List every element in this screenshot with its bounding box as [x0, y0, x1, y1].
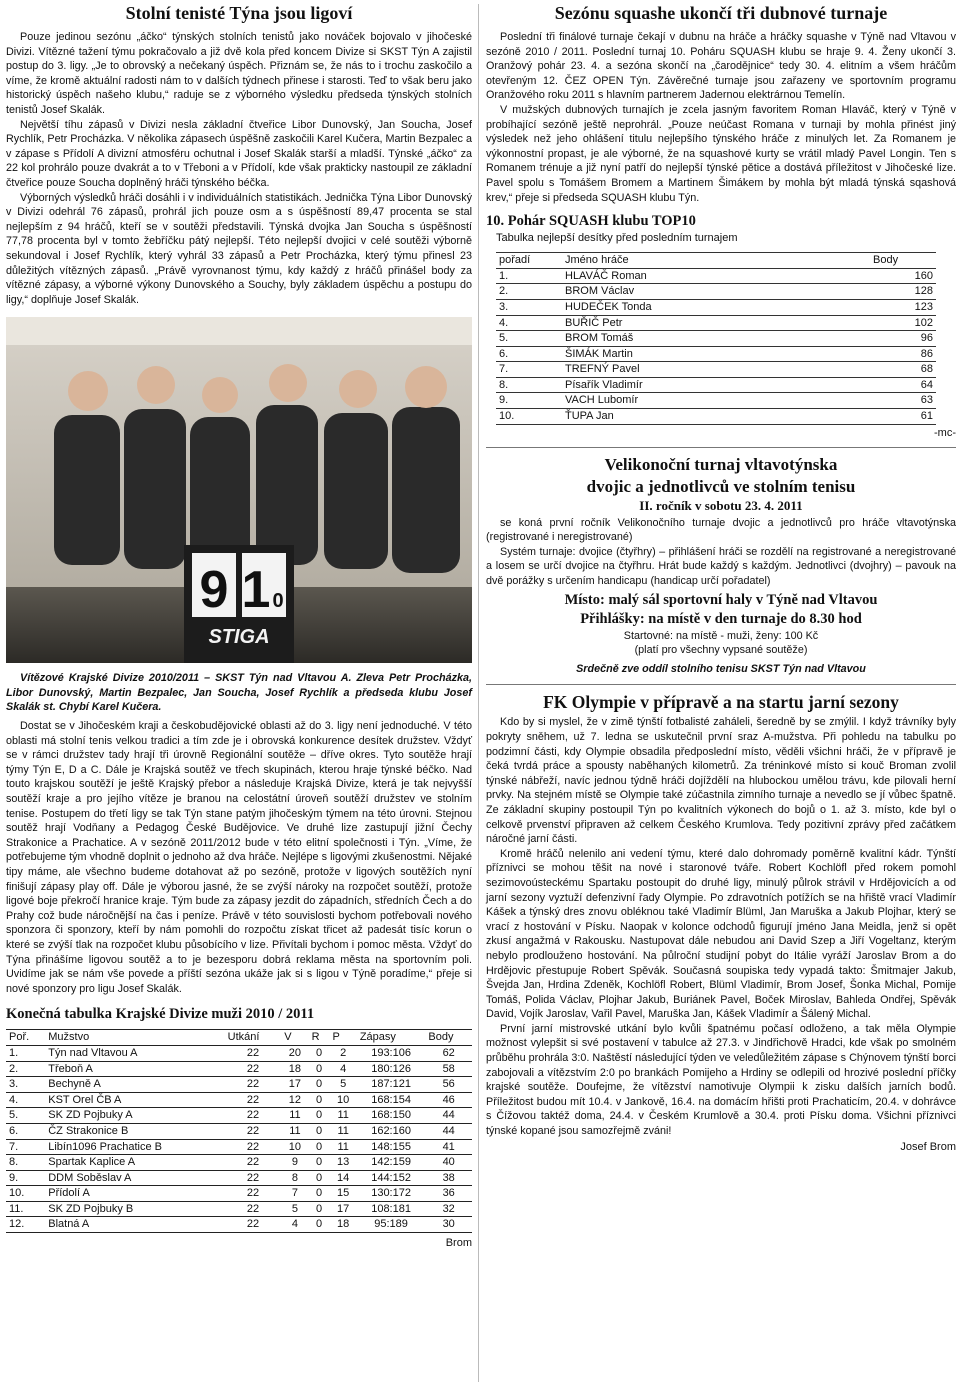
col-points: Body — [425, 1030, 472, 1046]
table-row — [6, 1077, 472, 1093]
table-cell: 0 — [309, 1139, 330, 1155]
table-cell: 4 — [329, 1061, 356, 1077]
table-cell: 7. — [6, 1139, 45, 1155]
easter-paragraph: Systém turnaje: dvojice (čtyřhry) – přihlášení hráči se rozdělí na registrované a neregistrované a losem se určí dvojice na čtyřhru. Hrát bude každý s každým. Jednotlivci (dvojhry) – pavouk na dvě porážky s určením handicapu (handicap určí pořadatel) — [486, 545, 956, 588]
table-cell: 22 — [225, 1077, 282, 1093]
table-cell: 3. — [6, 1077, 45, 1093]
table-cell: DDM Soběslav A — [45, 1170, 224, 1186]
table-cell: 44 — [425, 1108, 472, 1124]
table-cell: ŠIMÁK Martin — [562, 346, 870, 362]
article-paragraph: Největší tíhu zápasů v Divizi nesla základní čtveřice Libor Dunovský, Jan Soucha, Josef Rychlík, Petr Procházka. V několika zápasech úspěšně zaskočili Karel Kučera, Martin Bezpalec a v zápase s Přídolí A divizní atmosféru ochutnal i Josef Skalák starší a mladší. Týnské „áčko“ za 22 kol prohrálo pouze dvakrát a to v Třeboni a v Přídolí, kde však prakticky nastoupil ze základní čtveřice pouze Soucha doplněný hráči týnského béčka. — [6, 118, 472, 189]
table-cell: 8. — [496, 377, 562, 393]
col-player: Jméno hráče — [562, 253, 870, 269]
article-title-football: FK Olympie v přípravě a na startu jarní sezony — [543, 692, 899, 713]
table-cell: 64 — [870, 377, 936, 393]
table-cell: 11. — [6, 1201, 45, 1217]
table-author: Brom — [445, 1237, 472, 1250]
table-cell: 9 — [281, 1155, 308, 1171]
table-cell: 1. — [6, 1045, 45, 1061]
squash-author: -mc- — [934, 426, 956, 439]
table-cell: 0 — [309, 1061, 330, 1077]
table-cell: 0 — [309, 1123, 330, 1139]
article-paragraph: V mužských dubnových turnajích je zcela jasným favoritem Roman Hlaváč, který v Týně v probíhající sezóně ještě neprohrál. „Pouze neúčast Romana v turnaji by mohla přinést jiný výsledek než jeho ohlášení titulu nejlepšího týnského hráče z minulých let. Za Romanem je výkonnostní propast, je ale výborné, že na squashové kurty se vrátil mladý Pavel Longin. Ten s Romanem trénuje a již nyní patří do nejlepší týnské pětice a dostává příležitost v Jihočeské lize. Pavel spolu s Tomášem Bromem a Martinem Šimákem by mohla být mladá týnská sqashová krev,“ přeje si předseda SQUASH klubu Týn. — [486, 103, 956, 204]
table-header-row — [496, 253, 936, 269]
table-cell: 96 — [870, 331, 936, 347]
table-cell: 10 — [281, 1139, 308, 1155]
table-cell: 15 — [329, 1186, 356, 1202]
squash-table — [496, 252, 936, 425]
squash-subheading: Tabulka nejlepší desítky před posledním turnajem — [496, 232, 738, 245]
easter-title-2: dvojic a jednotlivců ve stolním tenisu — [586, 476, 856, 496]
article-paragraph: Pouze jedinou sezónu „áčko“ týnských stolních tenistů jako nováček bojovalo v jihočeské Divizi. Vítězné tažení týmu pokračovalo a již dvě kola před koncem Divize si SKST Týn A zajistil postup do 3. ligy. „Je to obrovský a nečekaný úspěch. Přiznám se, že nás to i trochu zaskočilo a víme, že kromě aktuální radosti nám to v dalších týdnech přinese i starosti. Teď to však beru jako historický úspěch našeho klubu,“ raduje se z výborného výsledku předseda týnských stolních tenistů Josef Skalák. — [6, 31, 472, 116]
table-row — [6, 1092, 472, 1108]
table-cell: 130:172 — [357, 1186, 426, 1202]
table-row — [6, 1170, 472, 1186]
easter-registration: Přihlášky: na místě v den turnaje do 8.30 hod — [580, 610, 862, 627]
table-cell: 5 — [329, 1077, 356, 1093]
col-rank: pořadí — [496, 253, 562, 269]
table-cell: 10 — [329, 1092, 356, 1108]
table-cell: 5. — [496, 331, 562, 347]
table-row — [496, 393, 936, 409]
table-row — [496, 346, 936, 362]
table-cell: VACH Lubomír — [562, 393, 870, 409]
table-row — [6, 1045, 472, 1061]
table-cell: 10. — [496, 409, 562, 425]
table-cell: 44 — [425, 1123, 472, 1139]
table-cell: 168:150 — [357, 1108, 426, 1124]
table-cell: Bechyně A — [45, 1077, 224, 1093]
table-cell: TREFNÝ Pavel — [562, 362, 870, 378]
table-cell: 168:154 — [357, 1092, 426, 1108]
easter-title-3: II. ročník v sobotu 23. 4. 2011 — [639, 497, 803, 513]
table-cell: Třeboň A — [45, 1061, 224, 1077]
table-row — [6, 1155, 472, 1171]
table-cell: 22 — [225, 1139, 282, 1155]
table-cell: 123 — [870, 299, 936, 315]
easter-paragraph: se koná první ročník Velikonočního turnaje dvojic a jednotlivců pro hráče vltavotýnska (registrované i neregistrované) — [486, 516, 956, 544]
table-cell: 22 — [225, 1092, 282, 1108]
article-paragraph: Dostat se v Jihočeském kraji a českobudějovické oblasti až do 3. ligy není jednoduché. V této oblasti má stolní tenis velkou tradici a tím zde je i obrovská konkurence desítek družstev. Vždyť se v rámci družstev tady hrají tři úrovně Regionální soutěže – dříve okres. Tyto soutěže hrají týmy Týn E, D a C. Dále je Krajská soutěž ve třech skupinách, kterou hraje týnské béčko. Nad touto krajskou soutěží je ještě Krajský přebor a následuje Krajská Divize, která je tak nejvyšší soutěží kraje a pro jejího vítěze je branou na celostátní úroveň soutěží družstev ve stolním tenise. Postupem do třetí ligy se tak Týn stane patým jihočeským týmem na této úrovni. Stejnou soutěž hrají Vodňany a Pedagog České Budějovice. Ve druhé lize zastupují jižní Čechy Strakonice a Prachatice. A v sezóně 2011/2012 bude v této elitní společnosti i Týn. „Víme, že potřebujeme tým vhodně doplnit o jednoho až dva hráče. Nejlépe s ligovými zkušenostmi. Nějaké tipy máme, ale všechno budeme dotahovat až po sezóně, protože v ligových soutěžích nyní finišují zápasy play off. Dále je výborou jasné, že se zvýší nároky na rozpočet soutěží, protože ligové boje překročí hranice kraje. Tým bude za zápasy jezdit do západních, středních Čech a do Prahy což bude náročnější na čas i peníze. Právě v této souvislosti bychom potřebovali nového sponzora či sponzory, kteří by nám pomohli do rozpočtu získat třicet až padesát tisíc korun o které se zvýší tlak na rozpočet klubu působícího v lize. Přivítali bychom i pomoc města. Vždyť do Týna přinášíme ligovou soutěž a to je bezesporu dobrá reklama města na sportovním poli. Uvidíme jak se nám vše povede a příští sezóna ukáže jak si s ligou v Týně poradíme,“ přeje si nové sponzory pro ligu Josef Skalák. — [6, 720, 472, 995]
table-cell: ŤUPA Jan — [562, 409, 870, 425]
table-cell: 32 — [425, 1201, 472, 1217]
table-cell: 61 — [870, 409, 936, 425]
article-paragraph: Poslední tři finálové turnaje čekají v dubnu na hráče a hráčky squashe v Týně nad Vltavou v sezóně 2010 / 2011. Poslední turnaj 10. Poháru SQUASH klubu se hraje 9. 4. Ženy ukončí 3. Oranžový pohár 23. 4. a sezóna skončí na „čarodějnice“ tedy 30. 4. elitním a všem hráčům otevřeným 12. ČEZ OPEN Týn. Závěrečné turnaje jsou zařazeny ve sportovním programu Oranžového roku 2011 s hlavním partnerem Jadernou elektrárnou Temelín. — [486, 31, 956, 102]
table-cell: 0 — [309, 1045, 330, 1061]
col-won: V — [281, 1030, 308, 1046]
scoreboard-digit-right: 1 — [241, 561, 271, 620]
table-cell: 3. — [496, 299, 562, 315]
table-cell: 11 — [281, 1123, 308, 1139]
table-cell: 108:181 — [357, 1201, 426, 1217]
table-cell: 144:152 — [357, 1170, 426, 1186]
table-cell: Spartak Kaplice A — [45, 1155, 224, 1171]
table-cell: 2 — [329, 1045, 356, 1061]
column-divider — [478, 4, 479, 1382]
article-title-squash: Sezónu squashe ukončí tři dubnové turnaje — [554, 3, 888, 23]
scoreboard-digit-small: 0 — [272, 590, 284, 613]
table-cell: 0 — [309, 1170, 330, 1186]
table-row — [496, 377, 936, 393]
table-cell: 9. — [496, 393, 562, 409]
table-cell: 68 — [870, 362, 936, 378]
table-cell: 9. — [6, 1170, 45, 1186]
table-cell: 6. — [6, 1123, 45, 1139]
table-row — [496, 284, 936, 300]
table-cell: 4. — [496, 315, 562, 331]
table-cell: 0 — [309, 1155, 330, 1171]
table-cell: 12. — [6, 1217, 45, 1233]
table-cell: 38 — [425, 1170, 472, 1186]
table-cell: Přídolí A — [45, 1186, 224, 1202]
table-cell: 0 — [309, 1217, 330, 1233]
squash-heading: 10. Pohár SQUASH klubu TOP10 — [486, 213, 696, 230]
table-row — [6, 1186, 472, 1202]
table-cell: 2. — [496, 284, 562, 300]
table-row — [496, 268, 936, 284]
table-cell: 8 — [281, 1170, 308, 1186]
table-cell: 22 — [225, 1201, 282, 1217]
table-cell: 0 — [309, 1108, 330, 1124]
col-points: Body — [870, 253, 936, 269]
table-cell: 180:126 — [357, 1061, 426, 1077]
table-cell: 4. — [6, 1092, 45, 1108]
table-cell: Týn nad Vltavou A — [45, 1045, 224, 1061]
table-cell: 11 — [329, 1139, 356, 1155]
table-cell: ČZ Strakonice B — [45, 1123, 224, 1139]
table-cell: 7. — [496, 362, 562, 378]
table-cell: 20 — [281, 1045, 308, 1061]
table-cell: 5 — [281, 1201, 308, 1217]
team-photo — [6, 317, 472, 663]
table-cell: 1. — [496, 268, 562, 284]
article-paragraph: Výborných výsledků hráči dosáhli i v individuálních statistikách. Jedničkа Týna Libor Dunovský v Divizi odehrál 76 zápasů, prohrál jich pouze osm a s úspěšností 89,47 procenta se stal nejlepším z 94 hráčů, kteří se v soutěži představili. Týnská dvojka Jan Soucha s úspěšností 77,78 procenta byl v tomto žebříčku pátý nejlepší. Této nejlepší dvojici v celé soutěži výborně sekundoval i Josef Rychlík, který vyhrál 33 zápasů a Petr Procházka, který týmu přinesl 23 důležitých vítězných zápasů. „Právě vyrovnanost týmu, kdy každý z hráčů přinášel body za vítězné zápasy, a výborné výkony Dunovského a Souchy, byly základem úspěchu a postupu do ligy,“ doplňuje Josef Skalák. — [6, 191, 472, 306]
table-cell: 102 — [870, 315, 936, 331]
table-cell: 5. — [6, 1108, 45, 1124]
table-row — [496, 299, 936, 315]
col-lost: P — [329, 1030, 356, 1046]
table-cell: 14 — [329, 1170, 356, 1186]
table-cell: KST Orel ČB A — [45, 1092, 224, 1108]
table-cell: 62 — [425, 1045, 472, 1061]
table-cell: 18 — [281, 1061, 308, 1077]
table-row — [496, 315, 936, 331]
article-paragraph: Kromě hráčů nelenilo ani vedení týmu, které dalo dohromady poměrně kvalitní kádr. Týnští příznivci se mohou těšit na nové i staronové tváře. Robert Kochlöfl před rokem pomohl sezimovoústeckému Spartaku postoupit do druhé ligy, minulý půlrok strávil v Hrdějovicích a od jarní sezony vyztuží defenzivní řady Olympie. Po zdravotních potížích se na hřiště vrací Vladimír Kášek a týnský dres znovu obléknou také Vladimír Blüml, Jan Maruška a Jakub Plojhar, který se vrací z hostování v Písku. Naopak v kolonce odchodů figurují jméno Jana Meidla, jenž si opět zkusí angažmá v Rakousku. Nastupovat dále nebudou ani David Szep a Jiří Vogeltanz, kterým nebylo prodlouženo hostování. Na půlroční studijní pobyt do Itálie vyráží Jaroslav Brom a do Hrdějovic přestupuje Robert Spěvák. Současná soupiska tedy vypadá takto: Šmitmajer Jakub, Švejda Jan, Hrdina Zdeněk, Kochlöfl Robert, Blüml Vladimír, Brom Josef, Šonka Michal, Pomije Tomáš, Polida Václav, Plojhar Jakub, Buriánek Pavel, Boček Miroslav, Bahleda Ondřej, Spěvák David, Vojík Jaroslav, Vařil Pavel, Maruška Jan, Kášek Vladimír a Šálený Michal. — [486, 847, 956, 1021]
table-cell: 7 — [281, 1186, 308, 1202]
photo-caption: Vítězové Krajské Divize 2010/2011 – SKST Týn nad Vltavou A. Zleva Petr Procházka, Libor Dunovský, Martin Bezpalec, Jan Soucha, Josef Rychlík a předseda klubu Josef Skalák st. Chybí Karel Kučera. — [6, 672, 472, 714]
table-cell: 22 — [225, 1045, 282, 1061]
table-row — [6, 1217, 472, 1233]
table-row — [496, 409, 936, 425]
table-cell: 30 — [425, 1217, 472, 1233]
article-title-table-tennis: Stolní tenisté Týna jsou ligoví — [125, 3, 353, 23]
table-cell: 6. — [496, 346, 562, 362]
left-column — [6, 0, 472, 1249]
table-cell: HLAVÁČ Roman — [562, 268, 870, 284]
table-row — [6, 1139, 472, 1155]
divider — [486, 684, 956, 685]
table-cell: 148:155 — [357, 1139, 426, 1155]
table-cell: 187:121 — [357, 1077, 426, 1093]
table-cell: 10. — [6, 1186, 45, 1202]
table-cell: 12 — [281, 1092, 308, 1108]
table-cell: 128 — [870, 284, 936, 300]
col-team: Mužstvo — [45, 1030, 224, 1046]
table-cell: Libín1096 Prachatice B — [45, 1139, 224, 1155]
table-cell: 40 — [425, 1155, 472, 1171]
col-draw: R — [309, 1030, 330, 1046]
table-cell: 0 — [309, 1186, 330, 1202]
table-cell: 193:106 — [357, 1045, 426, 1061]
table-row — [6, 1201, 472, 1217]
table-cell: 11 — [329, 1108, 356, 1124]
col-games: Utkání — [225, 1030, 282, 1046]
table-cell: 86 — [870, 346, 936, 362]
article-paragraph: První jarní mistrovské utkání bylo kvůli špatnému počasí odloženo, a tak měla Olympie možnost vylepšit si své postavení v tabulce až 27.3. v Jindřichově Hradci, kde však po smolném průběhu prohrála 3:0. Naštěstí následující týden ve veledůležitém zápase s Chýnovem týnští borci zabojovali a vítězstvím 2:0 po brankách Pomijeho a Hrdiny se odlepili od hrozivé poslední příčky krajské soutěže. Doufejme, že vítězství namotivuje Olympii k zisku dalších jarních bodů. Příležitost budou mít 10.4. v Jankově, 16.4. na domácím hřišti proti Prachaticím, 20.4. v dohrávce s Čížovou taktéž doma, 24.4. v Českém Krumlově a 30.4. proti Písku doma. Všichni příznivci týnské kopané jsou samozřejmě zváni! — [486, 1022, 956, 1138]
table-cell: 22 — [225, 1170, 282, 1186]
table-row — [496, 362, 936, 378]
easter-title-1: Velikonoční turnaj vltavotýnska — [604, 454, 838, 474]
col-matches: Zápasy — [357, 1030, 426, 1046]
table-cell: 142:159 — [357, 1155, 426, 1171]
table-cell: 8. — [6, 1155, 45, 1171]
divider — [486, 447, 956, 448]
table-cell: SK ZD Pojbuky A — [45, 1108, 224, 1124]
table-cell: 22 — [225, 1061, 282, 1077]
table-cell: BROM Václav — [562, 284, 870, 300]
table-cell: 22 — [225, 1155, 282, 1171]
table-cell: 17 — [329, 1201, 356, 1217]
table-cell: 22 — [225, 1123, 282, 1139]
table-cell: 11 — [329, 1123, 356, 1139]
league-table — [6, 1029, 472, 1233]
table-cell: 46 — [425, 1092, 472, 1108]
table-cell: 0 — [309, 1092, 330, 1108]
scoreboard-digit-left: 9 — [199, 561, 229, 620]
table-header-row — [6, 1030, 472, 1046]
table-cell: 95:189 — [357, 1217, 426, 1233]
table-cell: 18 — [329, 1217, 356, 1233]
article-paragraph: Kdo by si myslel, že v zimě týnští fotbalisté zaháleli, šeredně by se zmýlil. I když trávníky byly pokryty sněhem, už 7. ledna se uskutečnil první sraz A-mužstva. Při pohledu na tabulku po podzimní části, kdy Olympie obsadila předposlední místo, věděli všichni hráči, že v přípravě je čeká tvrdá práce a spousty naběhaných kilometrů. Za tréninkové místo si kouč Broman zvolil týnské nábřeží, navíc jednou týdně hráči dojíždělí na hlubockou umělou trávu, kde pilovali herní prvky. Na stejném místě se Olympie také zúčastnila zimního turnaje a nevedlo se jí vůbec špatně. Ze základní skupiny postoupil Týn po kvalitních výkonech do bojů o 1. až 3. místo, kde byl o celkově prvenství připraven až celkem Českého Krumlova. Tedy pozitivní zprávy před začátkem náročné jarní části. — [486, 716, 956, 846]
scoreboard-brand: STIGA — [208, 626, 270, 649]
table-cell: Písařík Vladimír — [562, 377, 870, 393]
easter-invite: Srdečně zve oddíl stolního tenisu SKST Týn nad Vltavou — [576, 662, 866, 675]
article-author: Josef Brom — [900, 1140, 956, 1153]
table-cell: 2. — [6, 1061, 45, 1077]
table-row — [496, 331, 936, 347]
table-cell: 160 — [870, 268, 936, 284]
table-cell: HUDEČEK Tonda — [562, 299, 870, 315]
table-cell: 41 — [425, 1139, 472, 1155]
table-row — [6, 1061, 472, 1077]
table-cell: 0 — [309, 1077, 330, 1093]
table-cell: SK ZD Pojbuky B — [45, 1201, 224, 1217]
table-cell: 162:160 — [357, 1123, 426, 1139]
table-cell: 22 — [225, 1186, 282, 1202]
table-cell: 4 — [281, 1217, 308, 1233]
table-cell: 36 — [425, 1186, 472, 1202]
easter-fee-note: (platí pro všechny vypsané soutěže) — [634, 644, 808, 657]
table-cell: 0 — [309, 1201, 330, 1217]
easter-fee: Startovné: na místě - muži, ženy: 100 Kč — [623, 629, 819, 642]
table-cell: BROM Tomáš — [562, 331, 870, 347]
right-column — [486, 0, 956, 1153]
table-cell: 13 — [329, 1155, 356, 1171]
table-cell: 11 — [281, 1108, 308, 1124]
table-cell: Blatná A — [45, 1217, 224, 1233]
league-table-title: Konečná tabulka Krajské Divize muži 2010 / 2011 — [6, 1006, 315, 1023]
table-row — [6, 1108, 472, 1124]
table-cell: BUŘIČ Petr — [562, 315, 870, 331]
table-cell: 63 — [870, 393, 936, 409]
table-cell: 17 — [281, 1077, 308, 1093]
col-rank: Poř. — [6, 1030, 45, 1046]
table-row — [6, 1123, 472, 1139]
table-cell: 22 — [225, 1108, 282, 1124]
table-cell: 22 — [225, 1217, 282, 1233]
easter-place: Místo: malý sál sportovní haly v Týně nad Vltavou — [564, 591, 878, 608]
table-cell: 58 — [425, 1061, 472, 1077]
table-cell: 56 — [425, 1077, 472, 1093]
